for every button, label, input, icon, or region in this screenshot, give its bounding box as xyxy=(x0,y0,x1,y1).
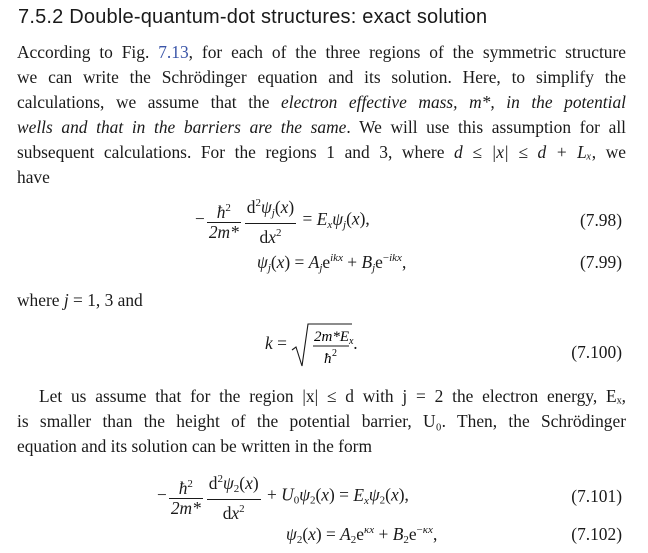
equation-7-99: $\psi_j(x) = A_je^{ikx} + B_je^{-ikx}$, xyxy=(257,252,407,274)
where-line: where j = 1, 3 and xyxy=(17,290,143,310)
svg-text:2: 2 xyxy=(332,348,338,359)
equation-number-7-100: (7.100) xyxy=(571,342,622,362)
intro-line-5: subsequent calculations. For the regions 1 and 3, where d ≤ |x| ≤ d + Lₓ, we xyxy=(17,142,626,162)
intro-line-4: wells and that in the barriers are the same. We will use this assumption for all xyxy=(17,117,626,137)
second-line-3: equation and its solution can be written in the form xyxy=(17,436,372,456)
equation-7-98: − $\frac{ħ^2}{2m*}$ $\frac{d^2\psi_j(x)}{dx^2}$ = $E_x\psi_j(x)$, xyxy=(195,194,370,247)
intro-line-1: According to Fig. 7.13, for each of the three regions of the symmetric structure xyxy=(17,42,626,62)
second-line-2: is smaller than the height of the potential barrier, U₀. Then, the Schrödinger xyxy=(17,411,626,431)
equation-7-100: k = 2m*E x ħ 2 . xyxy=(265,322,358,368)
intro-line-6: have xyxy=(17,167,50,187)
equation-number-7-102: (7.102) xyxy=(571,524,622,544)
square-root-symbol xyxy=(291,322,353,368)
section-title: Double-quantum-dot structures: exact solution xyxy=(69,6,488,28)
equation-7-101: − $\frac{ħ^2}{2m*}$ $\frac{d^2\psi_2(x)}{dx^2}$ + $U_0\psi_2(x) = E_x\psi_2(x)$, xyxy=(157,470,409,523)
equation-number-7-101: (7.101) xyxy=(571,486,622,506)
svg-text:ħ: ħ xyxy=(324,351,332,367)
intro-paragraph xyxy=(17,40,626,190)
svg-text:x: x xyxy=(349,336,354,347)
second-paragraph xyxy=(17,384,626,459)
section-number: 7.5.2 xyxy=(18,6,64,28)
equation-number-7-99: (7.99) xyxy=(579,252,622,272)
equation-number-7-98: (7.98) xyxy=(579,210,622,230)
intro-line-2: we can write the Schrödinger equation and its solution. Here, to simplify the xyxy=(17,67,626,87)
figure-reference-link[interactable]: 7.13 xyxy=(158,42,189,62)
intro-line-3: calculations, we assume that the electron effective mass, m*, in the potential xyxy=(17,92,626,112)
section-heading xyxy=(18,6,487,29)
equation-7-102: $\psi_2(x) = A_2e^{\kappa x} + B_2e^{-\kappa x}$, xyxy=(286,524,438,546)
second-line-1: Let us assume that for the region |x| ≤ d with j = 2 the electron energy, Eₓ, xyxy=(39,386,626,406)
svg-text:2m*E: 2m*E xyxy=(314,329,350,345)
